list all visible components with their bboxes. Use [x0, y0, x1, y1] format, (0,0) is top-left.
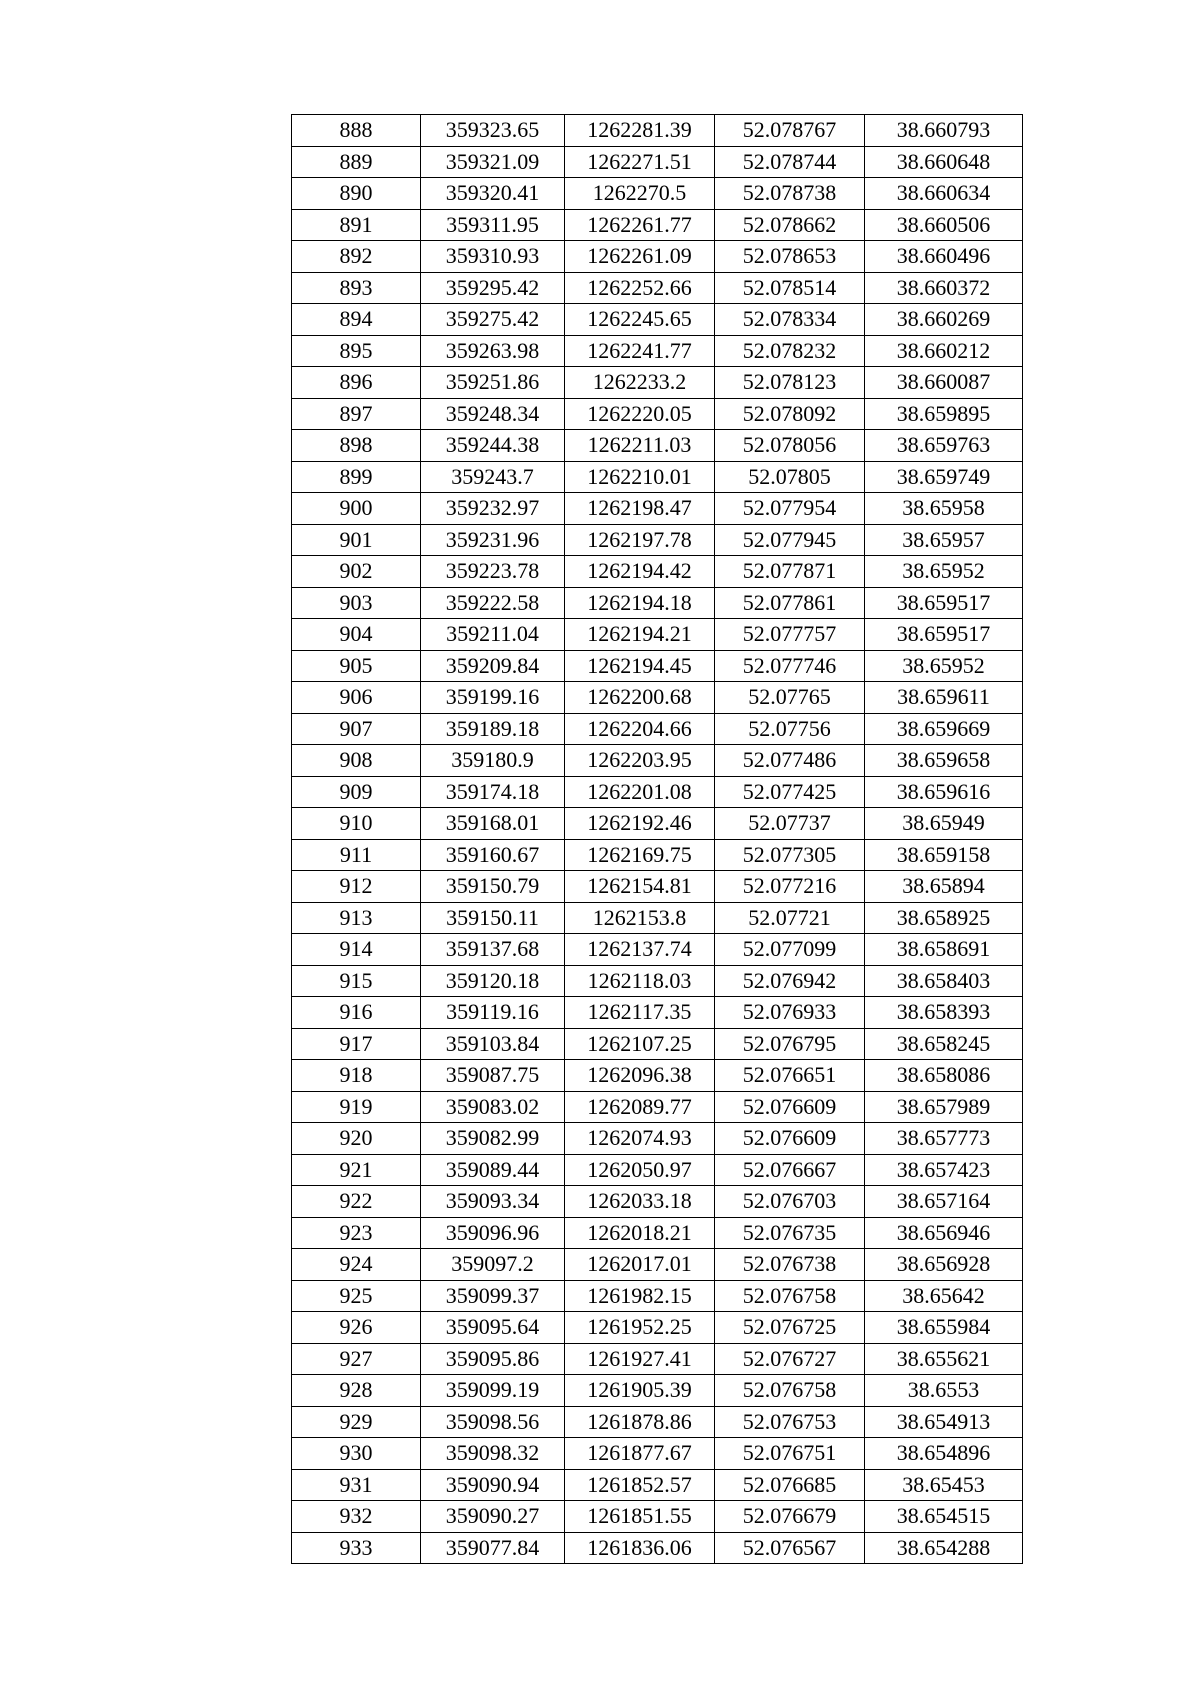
table-row	[292, 209, 1023, 241]
y-coordinate-cell: 1262137.74	[565, 934, 715, 966]
latitude-cell: 52.078092	[715, 398, 865, 430]
longitude-cell: 38.660087	[865, 367, 1023, 399]
latitude-cell: 52.07737	[715, 808, 865, 840]
point-number-cell: 897	[292, 398, 421, 430]
y-coordinate-cell: 1262220.05	[565, 398, 715, 430]
x-coordinate-cell: 359099.37	[421, 1280, 565, 1312]
point-number-cell: 920	[292, 1123, 421, 1155]
table-row	[292, 1343, 1023, 1375]
latitude-cell: 52.077945	[715, 524, 865, 556]
longitude-cell: 38.659749	[865, 461, 1023, 493]
point-number-cell: 923	[292, 1217, 421, 1249]
longitude-cell: 38.655984	[865, 1312, 1023, 1344]
longitude-cell: 38.656946	[865, 1217, 1023, 1249]
y-coordinate-cell: 1262192.46	[565, 808, 715, 840]
x-coordinate-cell: 359320.41	[421, 178, 565, 210]
longitude-cell: 38.660506	[865, 209, 1023, 241]
table-row	[292, 1091, 1023, 1123]
latitude-cell: 52.076667	[715, 1154, 865, 1186]
table-row	[292, 1060, 1023, 1092]
longitude-cell: 38.65957	[865, 524, 1023, 556]
table-row	[292, 997, 1023, 1029]
latitude-cell: 52.077871	[715, 556, 865, 588]
point-number-cell: 932	[292, 1501, 421, 1533]
table-row	[292, 1406, 1023, 1438]
latitude-cell: 52.07765	[715, 682, 865, 714]
latitude-cell: 52.078653	[715, 241, 865, 273]
longitude-cell: 38.658393	[865, 997, 1023, 1029]
latitude-cell: 52.077216	[715, 871, 865, 903]
y-coordinate-cell: 1262096.38	[565, 1060, 715, 1092]
point-number-cell: 913	[292, 902, 421, 934]
latitude-cell: 52.077099	[715, 934, 865, 966]
y-coordinate-cell: 1262197.78	[565, 524, 715, 556]
point-number-cell: 900	[292, 493, 421, 525]
latitude-cell: 52.077425	[715, 776, 865, 808]
longitude-cell: 38.659517	[865, 587, 1023, 619]
point-number-cell: 903	[292, 587, 421, 619]
table-row	[292, 776, 1023, 808]
y-coordinate-cell: 1262198.47	[565, 493, 715, 525]
x-coordinate-cell: 359168.01	[421, 808, 565, 840]
x-coordinate-cell: 359321.09	[421, 146, 565, 178]
x-coordinate-cell: 359244.38	[421, 430, 565, 462]
latitude-cell: 52.076795	[715, 1028, 865, 1060]
y-coordinate-cell: 1262271.51	[565, 146, 715, 178]
latitude-cell: 52.076758	[715, 1280, 865, 1312]
table-row	[292, 461, 1023, 493]
y-coordinate-cell: 1262107.25	[565, 1028, 715, 1060]
longitude-cell: 38.660372	[865, 272, 1023, 304]
table-row	[292, 713, 1023, 745]
latitude-cell: 52.078767	[715, 115, 865, 147]
x-coordinate-cell: 359180.9	[421, 745, 565, 777]
y-coordinate-cell: 1261905.39	[565, 1375, 715, 1407]
latitude-cell: 52.076751	[715, 1438, 865, 1470]
table-row	[292, 1280, 1023, 1312]
x-coordinate-cell: 359160.67	[421, 839, 565, 871]
x-coordinate-cell: 359090.27	[421, 1501, 565, 1533]
point-number-cell: 892	[292, 241, 421, 273]
latitude-cell: 52.076567	[715, 1532, 865, 1564]
point-number-cell: 919	[292, 1091, 421, 1123]
longitude-cell: 38.659763	[865, 430, 1023, 462]
longitude-cell: 38.660496	[865, 241, 1023, 273]
point-number-cell: 894	[292, 304, 421, 336]
table-row	[292, 650, 1023, 682]
y-coordinate-cell: 1262194.18	[565, 587, 715, 619]
y-coordinate-cell: 1262194.21	[565, 619, 715, 651]
point-number-cell: 908	[292, 745, 421, 777]
latitude-cell: 52.078123	[715, 367, 865, 399]
table-row	[292, 871, 1023, 903]
longitude-cell: 38.65453	[865, 1469, 1023, 1501]
latitude-cell: 52.077486	[715, 745, 865, 777]
latitude-cell: 52.077757	[715, 619, 865, 651]
longitude-cell: 38.654515	[865, 1501, 1023, 1533]
x-coordinate-cell: 359089.44	[421, 1154, 565, 1186]
table-row	[292, 1249, 1023, 1281]
y-coordinate-cell: 1262203.95	[565, 745, 715, 777]
longitude-cell: 38.65952	[865, 556, 1023, 588]
x-coordinate-cell: 359189.18	[421, 713, 565, 745]
table-row	[292, 1123, 1023, 1155]
longitude-cell: 38.658925	[865, 902, 1023, 934]
longitude-cell: 38.65952	[865, 650, 1023, 682]
y-coordinate-cell: 1262169.75	[565, 839, 715, 871]
table-row	[292, 335, 1023, 367]
y-coordinate-cell: 1261927.41	[565, 1343, 715, 1375]
table-row	[292, 934, 1023, 966]
longitude-cell: 38.65642	[865, 1280, 1023, 1312]
y-coordinate-cell: 1262033.18	[565, 1186, 715, 1218]
latitude-cell: 52.078056	[715, 430, 865, 462]
table-row	[292, 241, 1023, 273]
x-coordinate-cell: 359150.79	[421, 871, 565, 903]
y-coordinate-cell: 1261982.15	[565, 1280, 715, 1312]
point-number-cell: 890	[292, 178, 421, 210]
table-row	[292, 493, 1023, 525]
y-coordinate-cell: 1261851.55	[565, 1501, 715, 1533]
table-row	[292, 146, 1023, 178]
x-coordinate-cell: 359209.84	[421, 650, 565, 682]
table-row	[292, 1312, 1023, 1344]
latitude-cell: 52.076725	[715, 1312, 865, 1344]
x-coordinate-cell: 359263.98	[421, 335, 565, 367]
x-coordinate-cell: 359093.34	[421, 1186, 565, 1218]
longitude-cell: 38.657989	[865, 1091, 1023, 1123]
point-number-cell: 896	[292, 367, 421, 399]
point-number-cell: 930	[292, 1438, 421, 1470]
y-coordinate-cell: 1262018.21	[565, 1217, 715, 1249]
point-number-cell: 888	[292, 115, 421, 147]
x-coordinate-cell: 359098.32	[421, 1438, 565, 1470]
x-coordinate-cell: 359323.65	[421, 115, 565, 147]
point-number-cell: 907	[292, 713, 421, 745]
table-row	[292, 1217, 1023, 1249]
x-coordinate-cell: 359243.7	[421, 461, 565, 493]
latitude-cell: 52.077746	[715, 650, 865, 682]
point-number-cell: 921	[292, 1154, 421, 1186]
y-coordinate-cell: 1262194.42	[565, 556, 715, 588]
y-coordinate-cell: 1261877.67	[565, 1438, 715, 1470]
latitude-cell: 52.077861	[715, 587, 865, 619]
y-coordinate-cell: 1262245.65	[565, 304, 715, 336]
table-row	[292, 1028, 1023, 1060]
x-coordinate-cell: 359119.16	[421, 997, 565, 1029]
table-row	[292, 178, 1023, 210]
x-coordinate-cell: 359098.56	[421, 1406, 565, 1438]
y-coordinate-cell: 1262204.66	[565, 713, 715, 745]
point-number-cell: 926	[292, 1312, 421, 1344]
y-coordinate-cell: 1262261.77	[565, 209, 715, 241]
table-row	[292, 272, 1023, 304]
latitude-cell: 52.076609	[715, 1091, 865, 1123]
y-coordinate-cell: 1262154.81	[565, 871, 715, 903]
table-row	[292, 619, 1023, 651]
point-number-cell: 922	[292, 1186, 421, 1218]
x-coordinate-cell: 359211.04	[421, 619, 565, 651]
x-coordinate-cell: 359222.58	[421, 587, 565, 619]
point-number-cell: 910	[292, 808, 421, 840]
y-coordinate-cell: 1262252.66	[565, 272, 715, 304]
coordinates-table	[291, 114, 1023, 1564]
x-coordinate-cell: 359083.02	[421, 1091, 565, 1123]
latitude-cell: 52.07721	[715, 902, 865, 934]
latitude-cell: 52.076758	[715, 1375, 865, 1407]
x-coordinate-cell: 359232.97	[421, 493, 565, 525]
latitude-cell: 52.076703	[715, 1186, 865, 1218]
longitude-cell: 38.660648	[865, 146, 1023, 178]
longitude-cell: 38.655621	[865, 1343, 1023, 1375]
point-number-cell: 898	[292, 430, 421, 462]
point-number-cell: 906	[292, 682, 421, 714]
latitude-cell: 52.076609	[715, 1123, 865, 1155]
table-row	[292, 1532, 1023, 1564]
point-number-cell: 916	[292, 997, 421, 1029]
point-number-cell: 912	[292, 871, 421, 903]
table-row	[292, 745, 1023, 777]
x-coordinate-cell: 359090.94	[421, 1469, 565, 1501]
longitude-cell: 38.654896	[865, 1438, 1023, 1470]
longitude-cell: 38.659658	[865, 745, 1023, 777]
longitude-cell: 38.658086	[865, 1060, 1023, 1092]
y-coordinate-cell: 1262017.01	[565, 1249, 715, 1281]
x-coordinate-cell: 359082.99	[421, 1123, 565, 1155]
table-row	[292, 556, 1023, 588]
latitude-cell: 52.076942	[715, 965, 865, 997]
y-coordinate-cell: 1262281.39	[565, 115, 715, 147]
x-coordinate-cell: 359174.18	[421, 776, 565, 808]
latitude-cell: 52.076727	[715, 1343, 865, 1375]
longitude-cell: 38.659517	[865, 619, 1023, 651]
point-number-cell: 902	[292, 556, 421, 588]
table-row	[292, 965, 1023, 997]
latitude-cell: 52.07805	[715, 461, 865, 493]
point-number-cell: 927	[292, 1343, 421, 1375]
y-coordinate-cell: 1262270.5	[565, 178, 715, 210]
longitude-cell: 38.659158	[865, 839, 1023, 871]
x-coordinate-cell: 359137.68	[421, 934, 565, 966]
latitude-cell: 52.078334	[715, 304, 865, 336]
longitude-cell: 38.660212	[865, 335, 1023, 367]
point-number-cell: 909	[292, 776, 421, 808]
y-coordinate-cell: 1262210.01	[565, 461, 715, 493]
latitude-cell: 52.076735	[715, 1217, 865, 1249]
point-number-cell: 904	[292, 619, 421, 651]
longitude-cell: 38.65949	[865, 808, 1023, 840]
y-coordinate-cell: 1262194.45	[565, 650, 715, 682]
longitude-cell: 38.659616	[865, 776, 1023, 808]
longitude-cell: 38.658245	[865, 1028, 1023, 1060]
x-coordinate-cell: 359223.78	[421, 556, 565, 588]
y-coordinate-cell: 1261836.06	[565, 1532, 715, 1564]
longitude-cell: 38.65958	[865, 493, 1023, 525]
longitude-cell: 38.654913	[865, 1406, 1023, 1438]
longitude-cell: 38.660793	[865, 115, 1023, 147]
table-row	[292, 682, 1023, 714]
latitude-cell: 52.076651	[715, 1060, 865, 1092]
point-number-cell: 893	[292, 272, 421, 304]
table-row	[292, 902, 1023, 934]
table-row	[292, 1154, 1023, 1186]
latitude-cell: 52.076738	[715, 1249, 865, 1281]
latitude-cell: 52.078738	[715, 178, 865, 210]
table-row	[292, 1438, 1023, 1470]
point-number-cell: 905	[292, 650, 421, 682]
longitude-cell: 38.6553	[865, 1375, 1023, 1407]
y-coordinate-cell: 1262200.68	[565, 682, 715, 714]
x-coordinate-cell: 359199.16	[421, 682, 565, 714]
y-coordinate-cell: 1262074.93	[565, 1123, 715, 1155]
point-number-cell: 889	[292, 146, 421, 178]
longitude-cell: 38.656928	[865, 1249, 1023, 1281]
point-number-cell: 899	[292, 461, 421, 493]
table-row	[292, 430, 1023, 462]
x-coordinate-cell: 359096.96	[421, 1217, 565, 1249]
point-number-cell: 933	[292, 1532, 421, 1564]
y-coordinate-cell: 1261852.57	[565, 1469, 715, 1501]
point-number-cell: 917	[292, 1028, 421, 1060]
table-row	[292, 115, 1023, 147]
table-row	[292, 398, 1023, 430]
y-coordinate-cell: 1261878.86	[565, 1406, 715, 1438]
x-coordinate-cell: 359231.96	[421, 524, 565, 556]
x-coordinate-cell: 359095.64	[421, 1312, 565, 1344]
x-coordinate-cell: 359077.84	[421, 1532, 565, 1564]
y-coordinate-cell: 1262050.97	[565, 1154, 715, 1186]
table-row	[292, 839, 1023, 871]
y-coordinate-cell: 1262241.77	[565, 335, 715, 367]
point-number-cell: 925	[292, 1280, 421, 1312]
table-body	[292, 115, 1023, 1564]
latitude-cell: 52.077954	[715, 493, 865, 525]
longitude-cell: 38.657773	[865, 1123, 1023, 1155]
latitude-cell: 52.076753	[715, 1406, 865, 1438]
longitude-cell: 38.654288	[865, 1532, 1023, 1564]
y-coordinate-cell: 1262211.03	[565, 430, 715, 462]
y-coordinate-cell: 1262233.2	[565, 367, 715, 399]
point-number-cell: 891	[292, 209, 421, 241]
table-row	[292, 1186, 1023, 1218]
x-coordinate-cell: 359103.84	[421, 1028, 565, 1060]
y-coordinate-cell: 1262153.8	[565, 902, 715, 934]
x-coordinate-cell: 359087.75	[421, 1060, 565, 1092]
y-coordinate-cell: 1262118.03	[565, 965, 715, 997]
x-coordinate-cell: 359275.42	[421, 304, 565, 336]
longitude-cell: 38.660269	[865, 304, 1023, 336]
table-row	[292, 304, 1023, 336]
point-number-cell: 918	[292, 1060, 421, 1092]
point-number-cell: 915	[292, 965, 421, 997]
table-row	[292, 1469, 1023, 1501]
latitude-cell: 52.077305	[715, 839, 865, 871]
longitude-cell: 38.657164	[865, 1186, 1023, 1218]
x-coordinate-cell: 359311.95	[421, 209, 565, 241]
longitude-cell: 38.658403	[865, 965, 1023, 997]
latitude-cell: 52.076679	[715, 1501, 865, 1533]
x-coordinate-cell: 359099.19	[421, 1375, 565, 1407]
table-row	[292, 524, 1023, 556]
latitude-cell: 52.076933	[715, 997, 865, 1029]
longitude-cell: 38.659895	[865, 398, 1023, 430]
latitude-cell: 52.078662	[715, 209, 865, 241]
point-number-cell: 928	[292, 1375, 421, 1407]
x-coordinate-cell: 359150.11	[421, 902, 565, 934]
table-row	[292, 1501, 1023, 1533]
point-number-cell: 895	[292, 335, 421, 367]
x-coordinate-cell: 359097.2	[421, 1249, 565, 1281]
longitude-cell: 38.658691	[865, 934, 1023, 966]
latitude-cell: 52.076685	[715, 1469, 865, 1501]
x-coordinate-cell: 359310.93	[421, 241, 565, 273]
point-number-cell: 931	[292, 1469, 421, 1501]
latitude-cell: 52.078232	[715, 335, 865, 367]
x-coordinate-cell: 359251.86	[421, 367, 565, 399]
point-number-cell: 901	[292, 524, 421, 556]
point-number-cell: 914	[292, 934, 421, 966]
x-coordinate-cell: 359295.42	[421, 272, 565, 304]
latitude-cell: 52.078744	[715, 146, 865, 178]
table-row	[292, 1375, 1023, 1407]
table-row	[292, 367, 1023, 399]
longitude-cell: 38.657423	[865, 1154, 1023, 1186]
latitude-cell: 52.07756	[715, 713, 865, 745]
x-coordinate-cell: 359095.86	[421, 1343, 565, 1375]
latitude-cell: 52.078514	[715, 272, 865, 304]
y-coordinate-cell: 1262261.09	[565, 241, 715, 273]
y-coordinate-cell: 1262117.35	[565, 997, 715, 1029]
y-coordinate-cell: 1262089.77	[565, 1091, 715, 1123]
longitude-cell: 38.659669	[865, 713, 1023, 745]
x-coordinate-cell: 359120.18	[421, 965, 565, 997]
table-row	[292, 587, 1023, 619]
table-row	[292, 808, 1023, 840]
longitude-cell: 38.660634	[865, 178, 1023, 210]
point-number-cell: 911	[292, 839, 421, 871]
point-number-cell: 924	[292, 1249, 421, 1281]
point-number-cell: 929	[292, 1406, 421, 1438]
y-coordinate-cell: 1261952.25	[565, 1312, 715, 1344]
x-coordinate-cell: 359248.34	[421, 398, 565, 430]
y-coordinate-cell: 1262201.08	[565, 776, 715, 808]
longitude-cell: 38.659611	[865, 682, 1023, 714]
longitude-cell: 38.65894	[865, 871, 1023, 903]
